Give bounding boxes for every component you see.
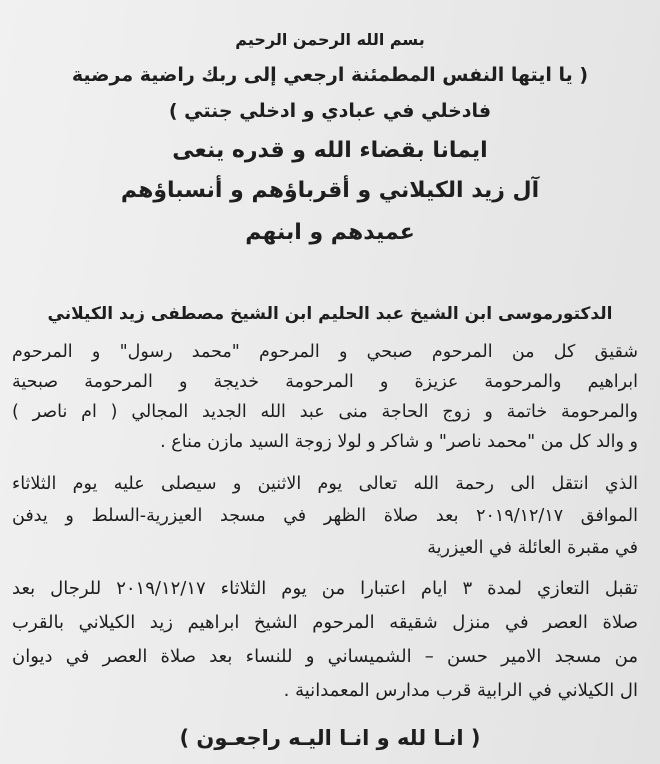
basmala: بسم الله الرحمن الرحيم	[235, 30, 425, 49]
relatives-line: ابراهيم والمرحومة عزيزة و المرحومة خديجة و المرحومة صبحية	[12, 372, 638, 392]
condolences-line: من مسجد الامير حسن – الشميساني و للنساء بعد صلاة العصر في ديوان	[12, 646, 638, 667]
quran-verse-line-1: ( يا ايتها النفس المطمئنة ارجعي إلى ربك راضية مرضية	[71, 64, 589, 86]
quran-verse-line-2: فادخلي في عبادي و ادخلي جنتي )	[168, 100, 492, 122]
death-notice-line: الذي انتقل الى رحمة الله تعالى يوم الاثنين و سيصلى عليه يوم الثلاثاء	[12, 474, 638, 494]
condolences-line: تقبل التعازي لمدة ٣ ايام اعتبارا من يوم الثلاثاء ٢٠١٩/١٢/١٧ للرجال بعد	[12, 578, 638, 599]
closing-verse: ( انـا لله و انـا اليـه راجعـون )	[179, 726, 481, 750]
relatives-line: و والد كل من "محمد ناصر" و شاكر و لولا زوجة السيد مازن مناع .	[160, 432, 638, 452]
faith-announcement: ايمانا بقضاء الله و قدره ينعى	[172, 138, 488, 163]
condolences-line: صلاة العصر في منزل شقيقه المرحوم الشيخ ابراهيم زيد الكيلاني بالقرب	[12, 612, 638, 633]
relatives-line: شقيق كل من المرحوم صبحي و المرحوم "محمد رسول" و المرحوم	[12, 342, 638, 362]
condolences-line: ال الكيلاني في الرابية قرب مدارس المعمدانية .	[283, 680, 638, 701]
relatives-line: والمرحومة خاتمة و زوج الحاجة منى عبد الله الجديد المجالي ( ام ناصر )	[12, 402, 638, 422]
elders-announcement: عميدهم و ابنهم	[245, 220, 415, 245]
family-announcement: آل زيد الكيلاني و أقرباؤهم و أنسباؤهم	[120, 178, 540, 203]
death-notice-line: في مقبرة العائلة في العيزرية	[427, 538, 638, 558]
deceased-name: الدكتورموسى ابن الشيخ عبد الحليم ابن الشيخ مصطفى زيد الكيلاني	[47, 304, 613, 324]
death-notice-line: الموافق ٢٠١٩/١٢/١٧ بعد صلاة الظهر في مسجد العيزرية-السلط و يدفن	[12, 506, 638, 526]
